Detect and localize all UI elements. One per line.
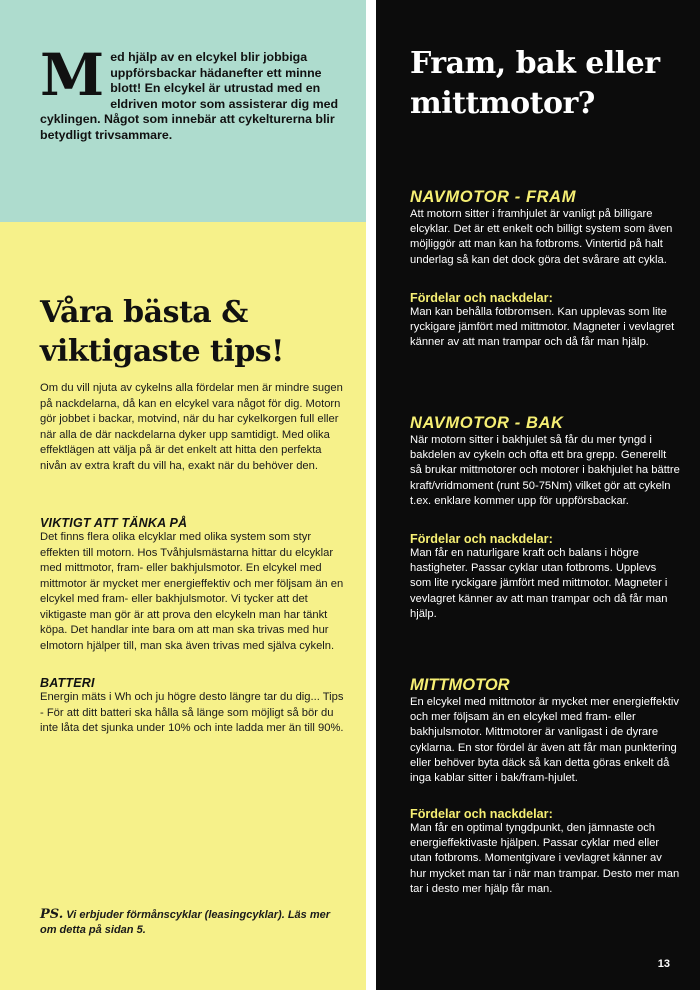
tips-title-line-2: viktigaste tips! [40,334,284,369]
mid-motor-paragraph: En elcykel med mittmotor är mycket mer energieffektiv och mer följsam än en elcykel med fram- eller bakhjulsmotor. Mittmotorer är vanligast i de dyrare cyklarna. En stor fördel är även att får man punktering eller behöver byta däck så kan detta göras enkelt då inga kablar sitter i bak/fram-hjulet. [410,696,680,785]
tips-title-line-1: Våra bästa & [40,295,248,330]
mid-motor-pros-heading: Fördelar och nackdelar: [410,807,553,821]
tips-intro-paragraph: Om du vill njuta av cykelns alla fördelar men är mindre sugen på nackdelarna, då kan en elcykel vara något för dig. Motorn gör jobbet i backar, motvind, när du har cykelkorgen full eller när alla de där nackdelarna dyker upp samtidigt. Med olika effektlägen att välja på är det enkelt att hitta den perfekta nivån av extra kraft du vill ha, exakt när du behöver den. [40,382,343,472]
front-motor-pros-paragraph: Man kan behålla fotbromsen. Kan upplevas som lite ryckigare jämfört med mittmotor. Magneter i vevlagret känner av att man trampar och då får man hjälp. [410,306,675,349]
motor-title-line-1: Fram, bak eller [410,46,660,81]
important-paragraph: Det finns flera olika elcyklar med olika system som styr effekten till motorn. Hos Tvåhjulsmästarna hittar du elcyklar med mittmotor, fram- eller bakhjulsmotor. En elcykel med mittmotor är mycket mer energieffektiv och mer följsam än en elcykel med fram- eller bakhjulsmotor. Vi tycker att det viktigaste man gör är att prova den elcykeln man har tänkt köpa. Det handlar inte bara om att man ska trivas med hur elmotorn hjälper till, man ska även trivas med själva cykeln. [40,531,344,652]
front-motor-heading: NAVMOTOR - FRAM [410,188,577,206]
mid-motor-pros-paragraph: Man får en optimal tyngdpunkt, den jämnaste och energieffektivaste hjälpen. Passar cyklar med eller utan fotbroms. Momentgivare i vevlagret känner av hur mycket man tar i när man trampar. Desto mer man tar i desto mer hjälp får man. [410,822,680,895]
rear-motor-pros-heading: Fördelar och nackdelar: [410,532,553,546]
mid-motor-heading: MITTMOTOR [410,676,510,694]
battery-heading: BATTERI [40,676,95,690]
important-heading: VIKTIGT ATT TÄNKA PÅ [40,516,188,530]
ps-label: PS. [40,907,64,922]
page-number: 13 [657,958,670,970]
intro-paragraph: ed hjälp av en elcykel blir jobbiga uppförsbackar hädanefter ett minne blott! En elcykel är utrustad med en eldriven motor som assisterar dig med cyklingen. Något som innebär att cykelturerna blir betydligt trivsammare. [40,50,339,142]
battery-paragraph: Energin mäts i Wh och ju högre desto längre tar du dig... Tips - För att ditt batteri ska hålla så länge som möjligt så bör du inte låta det sjunka under 10% och inte ladda mer än till 90%. [40,691,344,734]
intro-text-block [40,41,340,144]
front-motor-pros-heading: Fördelar och nackdelar: [410,291,553,305]
ps-note [40,907,346,938]
ps-text: Vi erbjuder förmånscyklar (leasingcyklar). Läs mer om detta på sidan 5. [40,909,331,936]
drop-cap: M [40,41,105,109]
motor-title [410,44,680,124]
motor-title-line-2: mittmotor? [410,86,595,121]
rear-motor-paragraph: När motorn sitter i bakhjulet så får du mer tyngd i bakdelen av cykeln och ofta ett bra grepp. Generellt så brukar mittmotorer och motorer i bakhjulet ha bättre kraft/vridmoment (runt 50-75Nm) vilket gör att cykeln t.ex. enklare kommer upp för uppförsbackar. [410,434,680,507]
rear-motor-pros-paragraph: Man får en naturligare kraft och balans i högre hastigheter. Passar cyklar utan fotbroms. Upplevs som lite ryckigare jämfört med mittmotor. Magneter i vevlagret känner av att man trampar och då får man hjälp. [410,547,668,620]
front-motor-paragraph: Att motorn sitter i framhjulet är vanligt på billigare elcyklar. Det är ett enkelt och billigt system som även möjliggör att man kan ha fotbroms. Vintertid på halt underlag så kan det dock göra det svårare att cykla. [410,208,673,266]
tips-title [40,293,350,371]
rear-motor-heading: NAVMOTOR - BAK [410,414,564,432]
